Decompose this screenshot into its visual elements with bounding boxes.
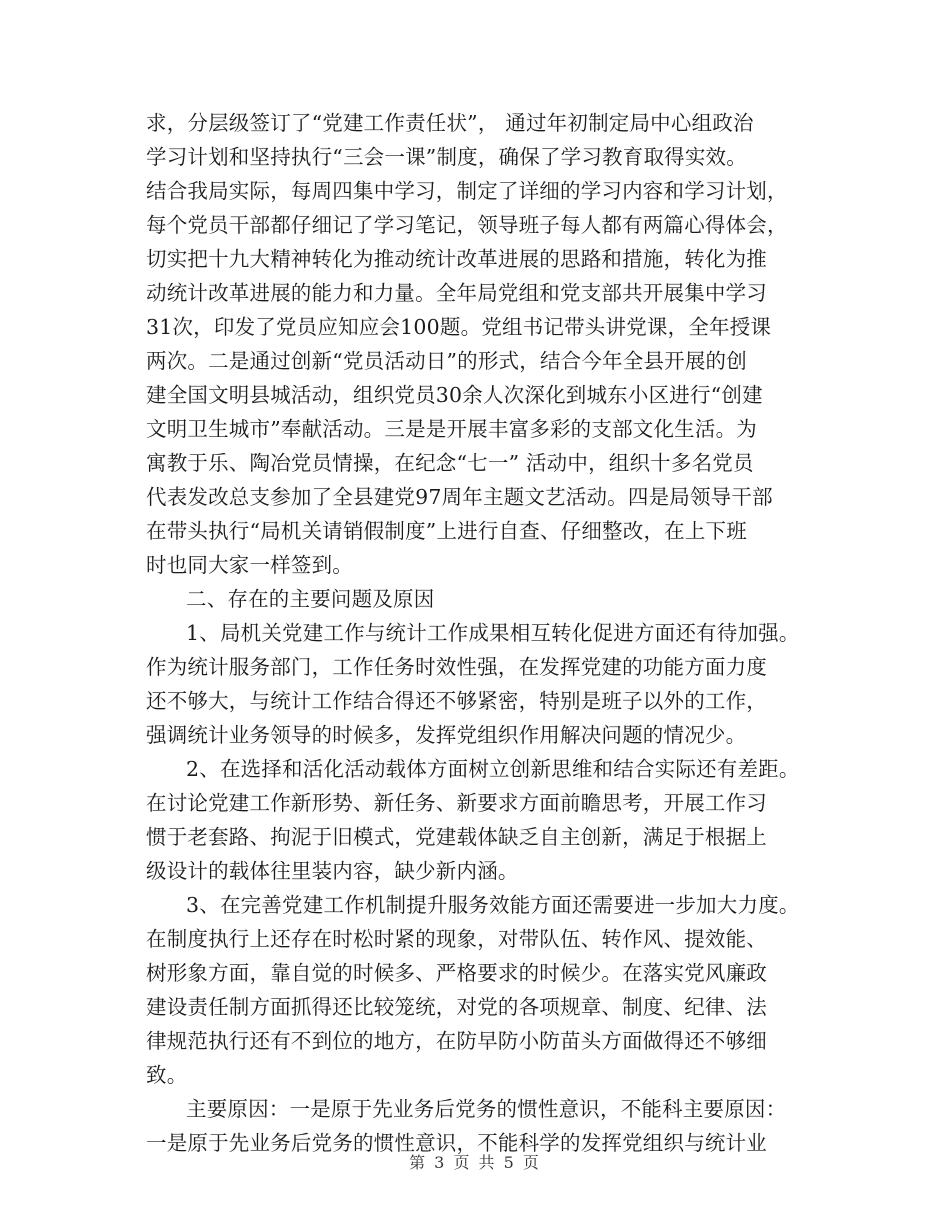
page-number-footer: 第 3 页 共 5 页 (409, 1153, 541, 1172)
text-line: 作为统计服务部门，工作任务时效性强，在发挥党建的功能方面力度 (146, 655, 767, 679)
text-line: 还不够大，与统计工作结合得还不够紧密，特别是班子以外的工作， (146, 689, 767, 713)
text-line: 两次。二是通过创新“党员活动日”的形式，结合今年全县开展的创 (146, 349, 747, 373)
text-line: 学习计划和坚持执行“三会一课”制度，确保了学习教育取得实效。 (146, 145, 747, 169)
text-line: 建全国文明县城活动，组织党员30余人次深化到城东小区进行“创建 (146, 383, 763, 407)
paragraph-first-line: 1、局机关党建工作与统计工作成果相互转化促进方面还有待加强。 (186, 621, 800, 645)
text-line: 文明卫生城市”奉献活动。三是是开展丰富多彩的支部文化生活。为 (146, 417, 757, 441)
section-heading: 二、存在的主要问题及原因 (186, 587, 435, 611)
text-line: 致。 (146, 1063, 188, 1087)
text-line: 切实把十九大精神转化为推动统计改革进展的思路和措施，转化为推 (146, 247, 767, 271)
text-line: 动统计改革进展的能力和力量。全年局党组和党支部共开展集中学习 (146, 281, 767, 305)
text-line: 一是原于先业务后党务的惯性意识，不能科学的发挥党组织与统计业 (146, 1131, 767, 1155)
text-line: 强调统计业务领导的时候多，发挥党组织作用解决问题的情况少。 (146, 723, 747, 747)
text-line: 求，分层级签订了“党建工作责任状”， 通过年初制定局中心组政治 (146, 111, 754, 135)
text-line: 在制度执行上还存在时松时紧的现象，对带队伍、转作风、提效能、 (146, 927, 767, 951)
paragraph-first-line: 2、在选择和活化活动载体方面树立创新思维和结合实际还有差距。 (186, 757, 800, 781)
text-line: 建设责任制方面抓得还比较笼统，对党的各项规章、制度、纪律、法 (146, 995, 767, 1019)
text-line: 树形象方面，靠自觉的时候多、严格要求的时候少。在落实党风廉政 (146, 961, 767, 985)
text-line: 级设计的载体往里装内容，缺少新内涵。 (146, 859, 519, 883)
paragraph-first-line: 主要原因：一是原于先业务后党务的惯性意识，不能科主要原因： (186, 1097, 787, 1121)
text-line: 律规范执行还有不到位的地方，在防早防小防苗头方面做得还不够细 (146, 1029, 767, 1053)
text-line: 寓教于乐、陶冶党员情操，在纪念“七一” 活动中，组织十多名党员 (146, 451, 754, 475)
text-line: 在讨论党建工作新形势、新任务、新要求方面前瞻思考，开展工作习 (146, 791, 767, 815)
text-line: 惯于老套路、拘泥于旧模式，党建载体缺乏自主创新，满足于根据上 (146, 825, 767, 849)
text-line: 结合我局实际，每周四集中学习，制定了详细的学习内容和学习计划， (146, 179, 788, 203)
text-line: 每个党员干部都仔细记了学习笔记，领导班子每人都有两篇心得体会， (146, 213, 788, 237)
text-line: 31次，印发了党员应知应会100题。党组书记带头讲党课，全年授课 (146, 315, 772, 339)
text-line: 在带头执行“局机关请销假制度”上进行自查、仔细整改，在上下班 (146, 519, 747, 543)
text-line: 代表发改总支参加了全县建党97周年主题文艺活动。四是局领导干部 (146, 485, 773, 509)
paragraph-first-line: 3、在完善党建工作机制提升服务效能方面还需要进一步加大力度。 (186, 893, 800, 917)
text-line: 时也同大家一样签到。 (146, 553, 353, 577)
